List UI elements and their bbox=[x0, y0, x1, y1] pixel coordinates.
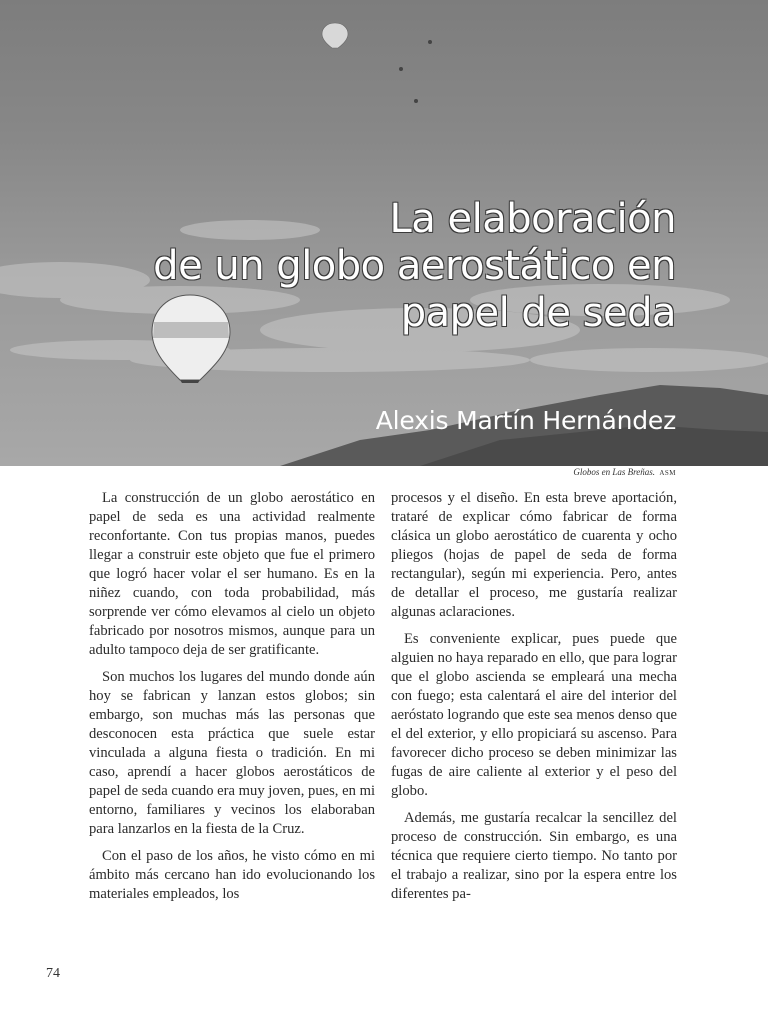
paragraph: Además, me gustaría recalcar la sencillez del proceso de construcción. Sin embargo, es una técnica que requiere cierto tiempo. No tanto por el trabajo a realizar, sino por la espera entre los diferentes pa- bbox=[391, 810, 677, 902]
article-title bbox=[153, 196, 676, 337]
article-author: Alexis Martín Hernández bbox=[375, 406, 676, 435]
title-line: de un globo aerostático en bbox=[153, 243, 676, 289]
paragraph: Con el paso de los años, he visto cómo en mi ámbito más cercano han ido evolucionando los materiales empleados, los bbox=[89, 848, 375, 902]
title-line: La elaboración bbox=[389, 196, 676, 242]
caption-credit: ASM bbox=[659, 469, 676, 477]
page-number: 74 bbox=[46, 966, 60, 981]
paragraph-continued: procesos y el diseño. En esta breve aportación, trataré de explicar cómo fabricar de forma clásica un globo aerostático de cuarenta y ocho pliegos (hojas de papel de seda de forma rectangular), según mi experiencia. Pero, antes de detallar el proceso, me gustaría realizar algunas aclaraciones. bbox=[391, 490, 677, 620]
balloon-small-icon bbox=[322, 23, 348, 48]
hero-photo bbox=[0, 0, 768, 466]
title-line: papel de seda bbox=[400, 290, 676, 336]
distant-balloon-icon bbox=[428, 40, 432, 44]
caption-text: Globos en Las Breñas. bbox=[573, 467, 656, 477]
paragraph: Es conveniente explicar, pues puede que alguien no haya reparado en ello, que para lograr que el globo ascienda se empleará una mecha con fuego; esta calentará el aire del interior del aeróstato logrando que este sea menos denso que el del exterior, y ello propiciará su ascenso. Para favorecer dicho proceso se deben minimizar las fugas de aire caliente al exterior y el peso del globo. bbox=[391, 631, 677, 799]
distant-balloon-icon bbox=[414, 99, 418, 103]
photo-caption bbox=[573, 467, 676, 477]
paragraph: Son muchos los lugares del mundo donde aún hoy se fabrican y lanzan estos globos; sin embargo, son muchas más las personas que desconocen esta práctica que suele estar vinculada a alguna fiesta o tradición. En mi caso, aprendí a hacer globos aerostáticos de papel de seda cuando era muy joven, pues, en mi entorno, familiares y vecinos los elaboraban para lanzarlos en la fiesta de la Cruz. bbox=[89, 669, 375, 837]
distant-balloon-icon bbox=[399, 67, 403, 71]
text-column-right bbox=[391, 489, 677, 912]
text-column-left bbox=[89, 489, 375, 912]
paragraph: La construcción de un globo aerostático en papel de seda es una actividad realmente reconfortante. Con tus propias manos, puedes llegar a construir este objeto que fue el primero que logró hacer volar el ser humano. Es en la niñez cuando, con toda probabilidad, más sorprende ver cómo elevamos al cielo un objeto fabricado por nosotros mismos, aunque para un adulto tampoco deja de ser gratificante. bbox=[89, 490, 375, 658]
